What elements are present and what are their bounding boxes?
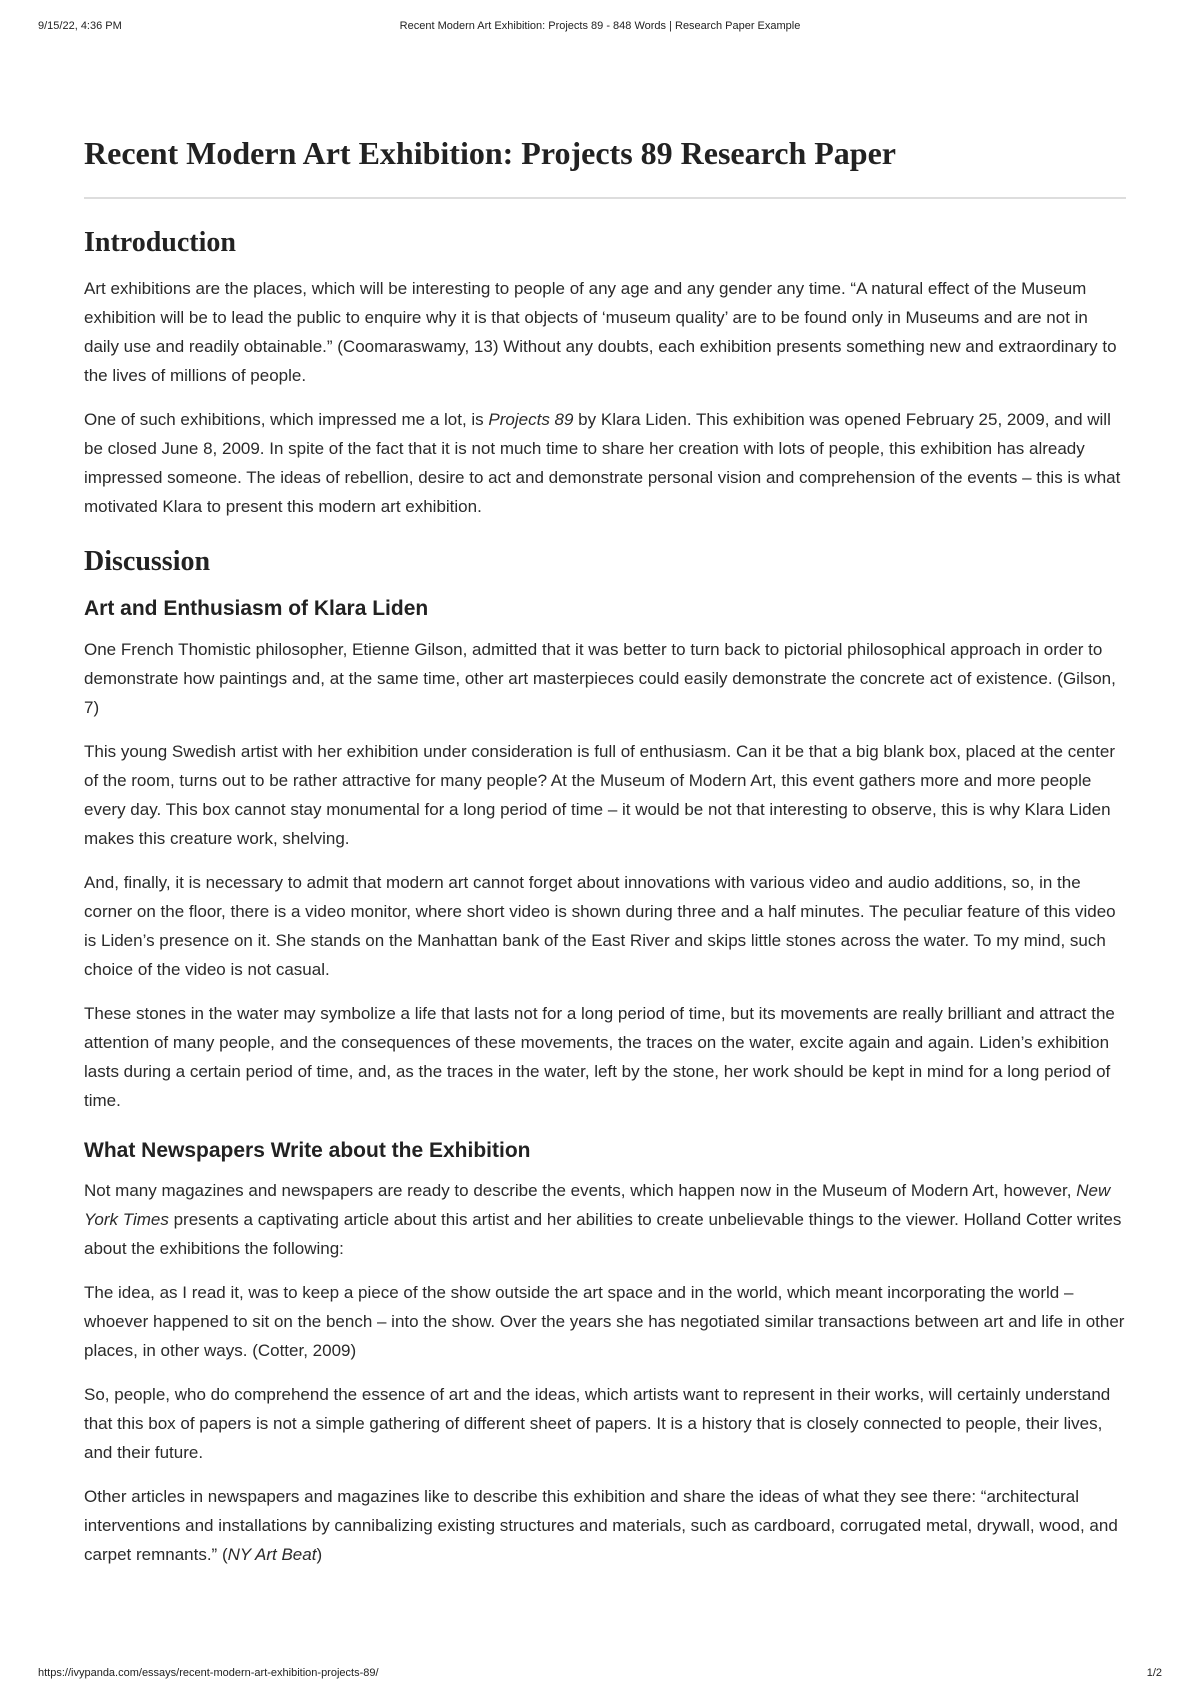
discussion-paragraph-2: This young Swedish artist with her exhibition under consideration is full of enthusiasm. Can it be that a big blank box, placed at the center of the room, turns out to be rather attractive for many people? At the Museum of Modern Art, this event gathers more and more people every day. This box cannot stay monumental for a long period of time – it would be not that interesting to observe, this is why Klara Liden makes this creature work, shelving. xyxy=(84,741,1115,848)
subheading-newspapers: What Newspapers Write about the Exhibition xyxy=(84,1138,531,1162)
discussion-paragraph-3: And, finally, it is necessary to admit that modern art cannot forget about innovations with various video and audio additions, so, in the corner on the floor, there is a video monitor, where short video is shown during three and a half minutes. The peculiar feature of this video is Liden’s presence on it. She stands on the Manhattan bank of the East River and skips little stones across the water. To my mind, such choice of the video is not casual. xyxy=(84,872,1116,979)
discussion-paragraph-1: One French Thomistic philosopher, Etienne Gilson, admitted that it was better to turn back to pictorial philosophical approach in order to demonstrate how paintings and, at the same time, other art masterpieces could easily demonstrate the concrete act of existence. (Gilson, 7) xyxy=(84,639,1116,717)
newspapers-paragraph-1: Not many magazines and newspapers are ready to describe the events, which happen now in the Museum of Modern Art, however, New York Times presents a captivating article about this artist and her abilities to create unbelievable things to the viewer. Holland Cotter writes about the exhibitions the following: xyxy=(84,1181,1122,1259)
print-document-title: Recent Modern Art Exhibition: Projects 89 - 848 Words | Research Paper Example xyxy=(399,20,801,32)
introduction-heading: Introduction xyxy=(84,227,236,259)
print-header xyxy=(38,20,1162,36)
title-divider xyxy=(84,197,1126,199)
discussion-paragraph-4: These stones in the water may symbolize a life that lasts not for a long period of time, but its movements are really brilliant and attract the attention of many people, and the consequences of these movements, the traces on the water, excite again and again. Liden’s exhibition lasts during a certain period of time, and, as the traces in the water, left by the stone, her work should be kept in mind for a long period of time. xyxy=(84,1003,1115,1110)
introduction-paragraph-2: One of such exhibitions, which impressed me a lot, is Projects 89 by Klara Liden. This exhibition was opened February 25, 2009, and will be closed June 8, 2009. In spite of the fact that it is not much time to share her creation with lots of people, this exhibition has already impressed someone. The ideas of rebellion, desire to act and demonstrate personal vision and comprehension of the events – this is what motivated Klara to present this modern art exhibition. xyxy=(84,409,1121,516)
article xyxy=(84,134,1126,1569)
page-title: Recent Modern Art Exhibition: Projects 89 Research Paper xyxy=(84,135,896,171)
page-url: https://ivypanda.com/essays/recent-modern-art-exhibition-projects-89/ xyxy=(38,1667,379,1679)
new-york-times-title: New York Times xyxy=(84,1181,1111,1230)
cotter-quote: The idea, as I read it, was to keep a piece of the show outside the art space and in the world, which meant incorporating the world – whoever happened to sit on the bench – into the show. Over the years she has negotiated similar transactions between art and life in other places, in other ways. (Cotter, 2009) xyxy=(84,1283,1125,1361)
projects-89-title: Projects 89 xyxy=(488,409,574,429)
newspapers-paragraph-4: Other articles in newspapers and magazines like to describe this exhibition and share the ideas of what they see there: “architectural interventions and installations by cannibalizing existing structures and materials, such as cardboard, corrugated metal, drywall, wood, and carpet remnants.” (NY Art Beat) xyxy=(84,1487,1118,1565)
subheading-art-and-enthusiasm: Art and Enthusiasm of Klara Liden xyxy=(84,596,429,620)
print-date: 9/15/22, 4:36 PM xyxy=(38,20,122,32)
introduction-paragraph-1: Art exhibitions are the places, which will be interesting to people of any age and any gender any time. “A natural effect of the Museum exhibition will be to lead the public to enquire why it is that objects of ‘museum quality’ are to be found only in Museums and are not in daily use and readily obtainable.” (Coomaraswamy, 13) Without any doubts, each exhibition presents something new and extraordinary to the lives of millions of people. xyxy=(84,278,1117,385)
newspapers-paragraph-3: So, people, who do comprehend the essence of art and the ideas, which artists want to represent in their works, will certainly understand that this box of papers is not a simple gathering of different sheet of papers. It is a history that is closely connected to people, their lives, and their future. xyxy=(84,1385,1111,1463)
ny-art-beat-title: NY Art Beat xyxy=(227,1545,317,1565)
page-number: 1/2 xyxy=(1146,1667,1162,1679)
discussion-heading: Discussion xyxy=(84,545,211,577)
print-footer xyxy=(38,1667,1162,1683)
